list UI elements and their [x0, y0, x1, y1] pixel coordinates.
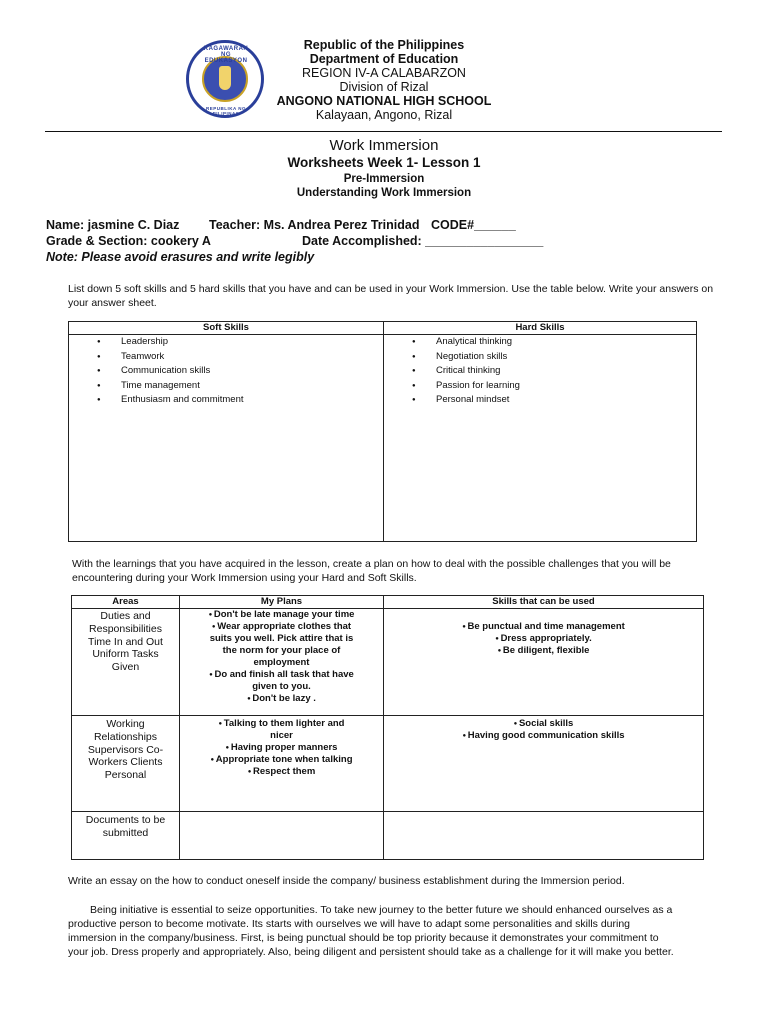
- instruction-plan: With the learnings that you have acquired in the lesson, create a plan on how to deal with the possible challenges that you will be encountering during your Work Immersion using your Hard and Soft Skills.: [72, 558, 671, 584]
- plan-line: ● Having proper manners: [180, 742, 383, 754]
- hard-skills-list: [384, 335, 696, 408]
- plans-cell: [180, 716, 384, 812]
- area-line: Given: [111, 661, 140, 674]
- area-line: Documents to be: [85, 814, 166, 826]
- plan-line: ● Respect them: [180, 766, 383, 778]
- soft-skills-list: [69, 335, 383, 408]
- header-republic: Republic of the Philippines: [303, 38, 465, 52]
- soft-skill-item: ● Enthusiasm and commitment: [69, 393, 383, 408]
- hard-skills-header: Hard Skills: [384, 322, 697, 335]
- page-subtitle: Worksheets Week 1- Lesson 1: [287, 155, 481, 170]
- plans-cell: [180, 812, 384, 860]
- plan-line: employment: [253, 657, 310, 668]
- area-line: Time In and Out: [88, 635, 163, 648]
- my-plans-header: My Plans: [180, 596, 384, 609]
- plan-line: nicer: [270, 730, 293, 741]
- header-division: Division of Rizal: [339, 80, 429, 94]
- plan-row-documents: [72, 812, 704, 860]
- teacher-name: Teacher: Ms. Andrea Perez Trinidad: [209, 218, 420, 232]
- area-cell: [72, 716, 180, 812]
- hard-skill-item: ● Analytical thinking: [384, 335, 696, 350]
- plan-line: ● Wear appropriate clothes that: [180, 621, 383, 633]
- skills-table: [68, 321, 697, 542]
- area-line: Uniform Tasks: [92, 648, 159, 661]
- area-line: Working: [106, 718, 145, 730]
- plan-line: ● Don't be late manage your time: [180, 609, 383, 621]
- area-cell: [72, 812, 180, 860]
- header-school: ANGONO NATIONAL HIGH SCHOOL: [276, 94, 492, 108]
- instruction-essay: Write an essay on the how to conduct oneself inside the company/ business establishment during the Immersion period.: [68, 875, 625, 887]
- essay-line: immersion in the company/business. First, is being punctual should be top priority because it demonstrates your commitment to: [68, 932, 659, 944]
- essay-body: [68, 903, 728, 959]
- skill-used-item: ● Social skills: [384, 718, 703, 730]
- plan-line: suits you well. Pick attire that is: [209, 633, 354, 644]
- plan-row-duties: [72, 609, 704, 716]
- plan-row-relationships: [72, 716, 704, 812]
- area-line: Duties and: [100, 610, 151, 622]
- hard-skills-cell: [384, 335, 697, 542]
- topic-title: Understanding Work Immersion: [296, 187, 472, 199]
- plan-line: the norm for your place of: [222, 645, 341, 656]
- header-region: REGION IV-A CALABARZON: [302, 66, 466, 80]
- plan-line: given to you.: [252, 681, 311, 692]
- skills-cell: [384, 716, 704, 812]
- plan-line: ● Appropriate tone when talking: [180, 754, 383, 766]
- essay-line: your job. Dress properly and appropriately. Also, being diligent and persistent should take as a challenge for it will make you better.: [68, 946, 674, 958]
- hard-skill-item: ● Passion for learning: [384, 379, 696, 394]
- skill-used-item: ● Be diligent, flexible: [384, 645, 703, 657]
- area-line: Responsibilities: [89, 622, 162, 635]
- skills-cell: [384, 609, 704, 716]
- section-title: Pre-Immersion: [343, 173, 425, 185]
- essay-line: productive person to become motivate. Its starts with ourselves we will have to adapt some personalities and skills during: [68, 918, 631, 930]
- grade-section: Grade & Section: cookery A: [46, 234, 211, 248]
- header-divider: [45, 131, 722, 132]
- plan-line: ● Don't be lazy .: [180, 693, 383, 705]
- area-line: Workers Clients: [88, 756, 163, 769]
- hard-skill-item: ● Negotiation skills: [384, 350, 696, 365]
- student-name: Name: jasmine C. Diaz: [46, 218, 180, 232]
- plan-line: ● Talking to them lighter and: [180, 718, 383, 730]
- skill-used-item: ● Dress appropriately.: [384, 633, 703, 645]
- skill-used-item: ● Having good communication skills: [384, 730, 703, 742]
- soft-skill-item: ● Communication skills: [69, 364, 383, 379]
- skill-used-item: ● Be punctual and time management: [384, 621, 703, 633]
- seal-top-text: KAGAWARAN NG EDUKASYON: [203, 46, 249, 64]
- area-line: submitted: [102, 826, 149, 839]
- area-cell: [72, 609, 180, 716]
- soft-skills-header: Soft Skills: [69, 322, 384, 335]
- areas-header: Areas: [72, 596, 180, 609]
- header-address: Kalayaan, Angono, Rizal: [315, 108, 453, 122]
- instruction-skills: List down 5 soft skills and 5 hard skills that you have and can be used in your Work Immersion. Use the table below. Write your answers on your answer sheet.: [68, 283, 714, 309]
- note-text: Note: Please avoid erasures and write legibly: [46, 250, 315, 264]
- skills-cell: [384, 812, 704, 860]
- area-line: Personal: [104, 769, 147, 782]
- soft-skill-item: ● Time management: [69, 379, 383, 394]
- hard-skill-item: ● Personal mindset: [384, 393, 696, 408]
- area-line: Relationships: [93, 730, 158, 743]
- date-accomplished: Date Accomplished: _________________: [302, 234, 544, 248]
- code-field: CODE#______: [431, 218, 516, 232]
- soft-skill-item: ● Leadership: [69, 335, 383, 350]
- soft-skill-item: ● Teamwork: [69, 350, 383, 365]
- plan-table: [71, 595, 704, 860]
- hard-skill-item: ● Critical thinking: [384, 364, 696, 379]
- plans-cell: [180, 609, 384, 716]
- plan-line: ● Do and finish all task that have: [180, 669, 383, 681]
- seal-bottom-text: REPUBLIKA NG PILIPINAS: [205, 106, 247, 116]
- area-line: Supervisors Co-: [87, 743, 164, 756]
- header-department: Department of Education: [309, 52, 459, 66]
- skills-used-header: Skills that can be used: [384, 596, 704, 609]
- page-title: Work Immersion: [329, 137, 439, 154]
- essay-line: Being initiative is essential to seize opportunities. To take new journey to the better future we should enhanced ourselves as a: [90, 904, 673, 916]
- soft-skills-cell: [69, 335, 384, 542]
